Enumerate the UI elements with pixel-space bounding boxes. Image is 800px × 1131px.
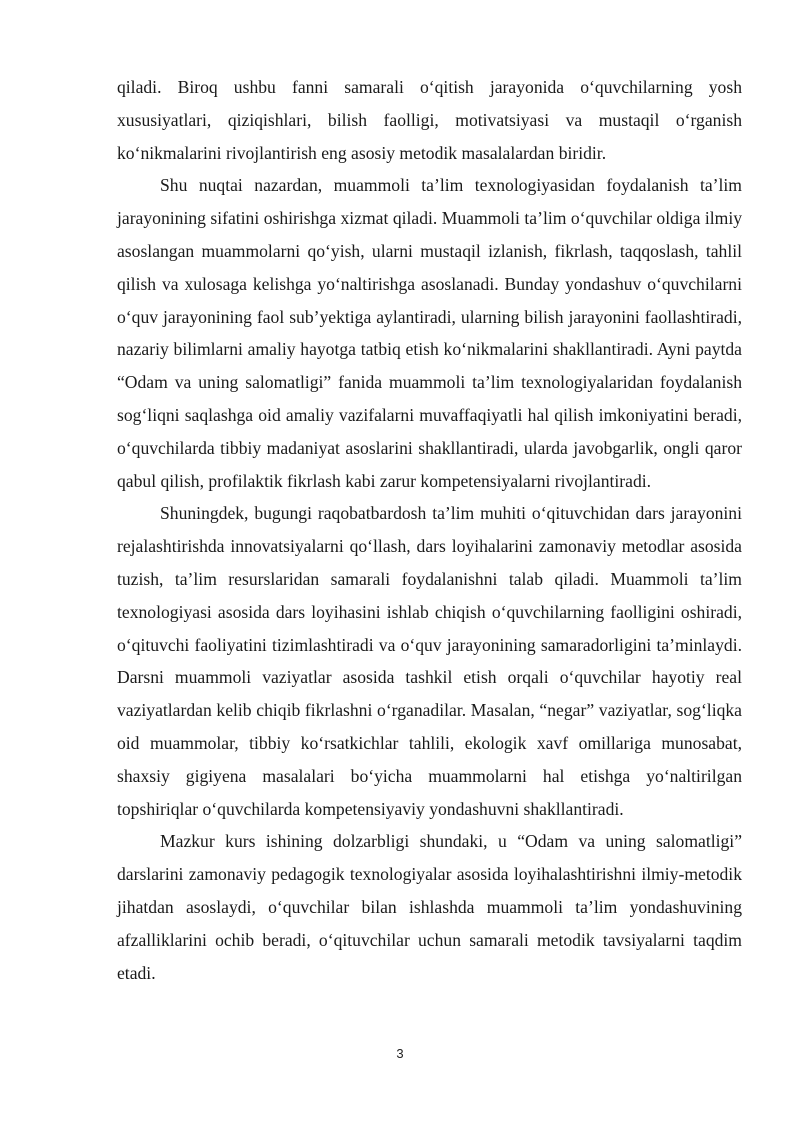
- paragraph-lesson-planning: Shuningdek, bugungi raqobatbardosh ta’lim muhiti o‘qituvchidan dars jarayonini rejalashtirishda innovatsiyalarni qo‘llash, dars loyihalarini zamonaviy metodlar asosida tuzish, ta’lim resurslaridan samarali foydalanishni talab qiladi. Muammoli ta’lim texnologiyasi asosida dars loyihasini ishlab chiqish o‘quvchilarning faolligini oshiradi, o‘qituvchi faoliyatini tizimlashtiradi va o‘quv jarayonining samaradorligini ta’minlaydi. Darsni muammoli vaziyatlar asosida tashkil etish orqali o‘quvchilar hayotiy real vaziyatlardan kelib chiqib fikrlashni o‘rganadilar. Masalan, “negar” vaziyatlar, sog‘liqka oid muammolar, tibbiy ko‘rsatkichlar tahlili, ekologik xavf omillariga munosabat, shaxsiy gigiyena masalalari bo‘yicha muammolarni hal etishga yo‘naltirilgan topshiriqlar o‘quvchilarda kompetensiyaviy yondashuvni shakllantiradi.: [117, 503, 742, 819]
- page-number: 3: [396, 1046, 404, 1061]
- paragraph-relevance: Mazkur kurs ishining dolzarbligi shundaki, u “Odam va uning salomatligi” darslarini zamonaviy pedagogik texnologiyalar asosida loyihalashtirishni ilmiy-metodik jihatdan asoslaydi, o‘quvchilar bilan ishlashda muammoli ta’lim yondashuvining afzalliklarini ochib beradi, o‘qituvchilar uchun samarali metodik tavsiyalarni taqdim etadi.: [117, 831, 742, 983]
- document-body: [117, 71, 742, 989]
- paragraph-problem-based-learning: Shu nuqtai nazardan, muammoli ta’lim texnologiyasidan foydalanish ta’lim jarayonining sifatini oshirishga xizmat qiladi. Muammoli ta’lim o‘quvchilar oldiga ilmiy asoslangan muammolarni qo‘yish, ularni mustaqil izlanish, fikrlash, taqqoslash, tahlil qilish va xulosaga kelishga yo‘naltirishga asoslanadi. Bunday yondashuv o‘quvchilarni o‘quv jarayonining faol sub’yektiga aylantiradi, ularning bilish jarayonini faollashtiradi, nazariy bilimlarni amaliy hayotga tatbiq etish ko‘nikmalarini shakllantiradi. Ayni paytda “Odam va uning salomatligi” fanida muammoli ta’lim texnologiyalaridan foydalanish sog‘liqni saqlashga oid amaliy vazifalarni muvaffaqiyatli hal qilish imkoniyatini beradi, o‘quvchilarda tibbiy madaniyat asoslarini shakllantiradi, ularda javobgarlik, ongli qaror qabul qilish, profilaktik fikrlash kabi zarur kompetensiyalarni rivojlantiradi.: [117, 175, 742, 491]
- paragraph-continuation: qiladi. Biroq ushbu fanni samarali o‘qitish jarayonida o‘quvchilarning yosh xususiyatlari, qiziqishlari, bilish faolligi, motivatsiyasi va mustaqil o‘rganish ko‘nikmalarini rivojlantirish eng asosiy metodik masalalardan biridir.: [117, 77, 742, 163]
